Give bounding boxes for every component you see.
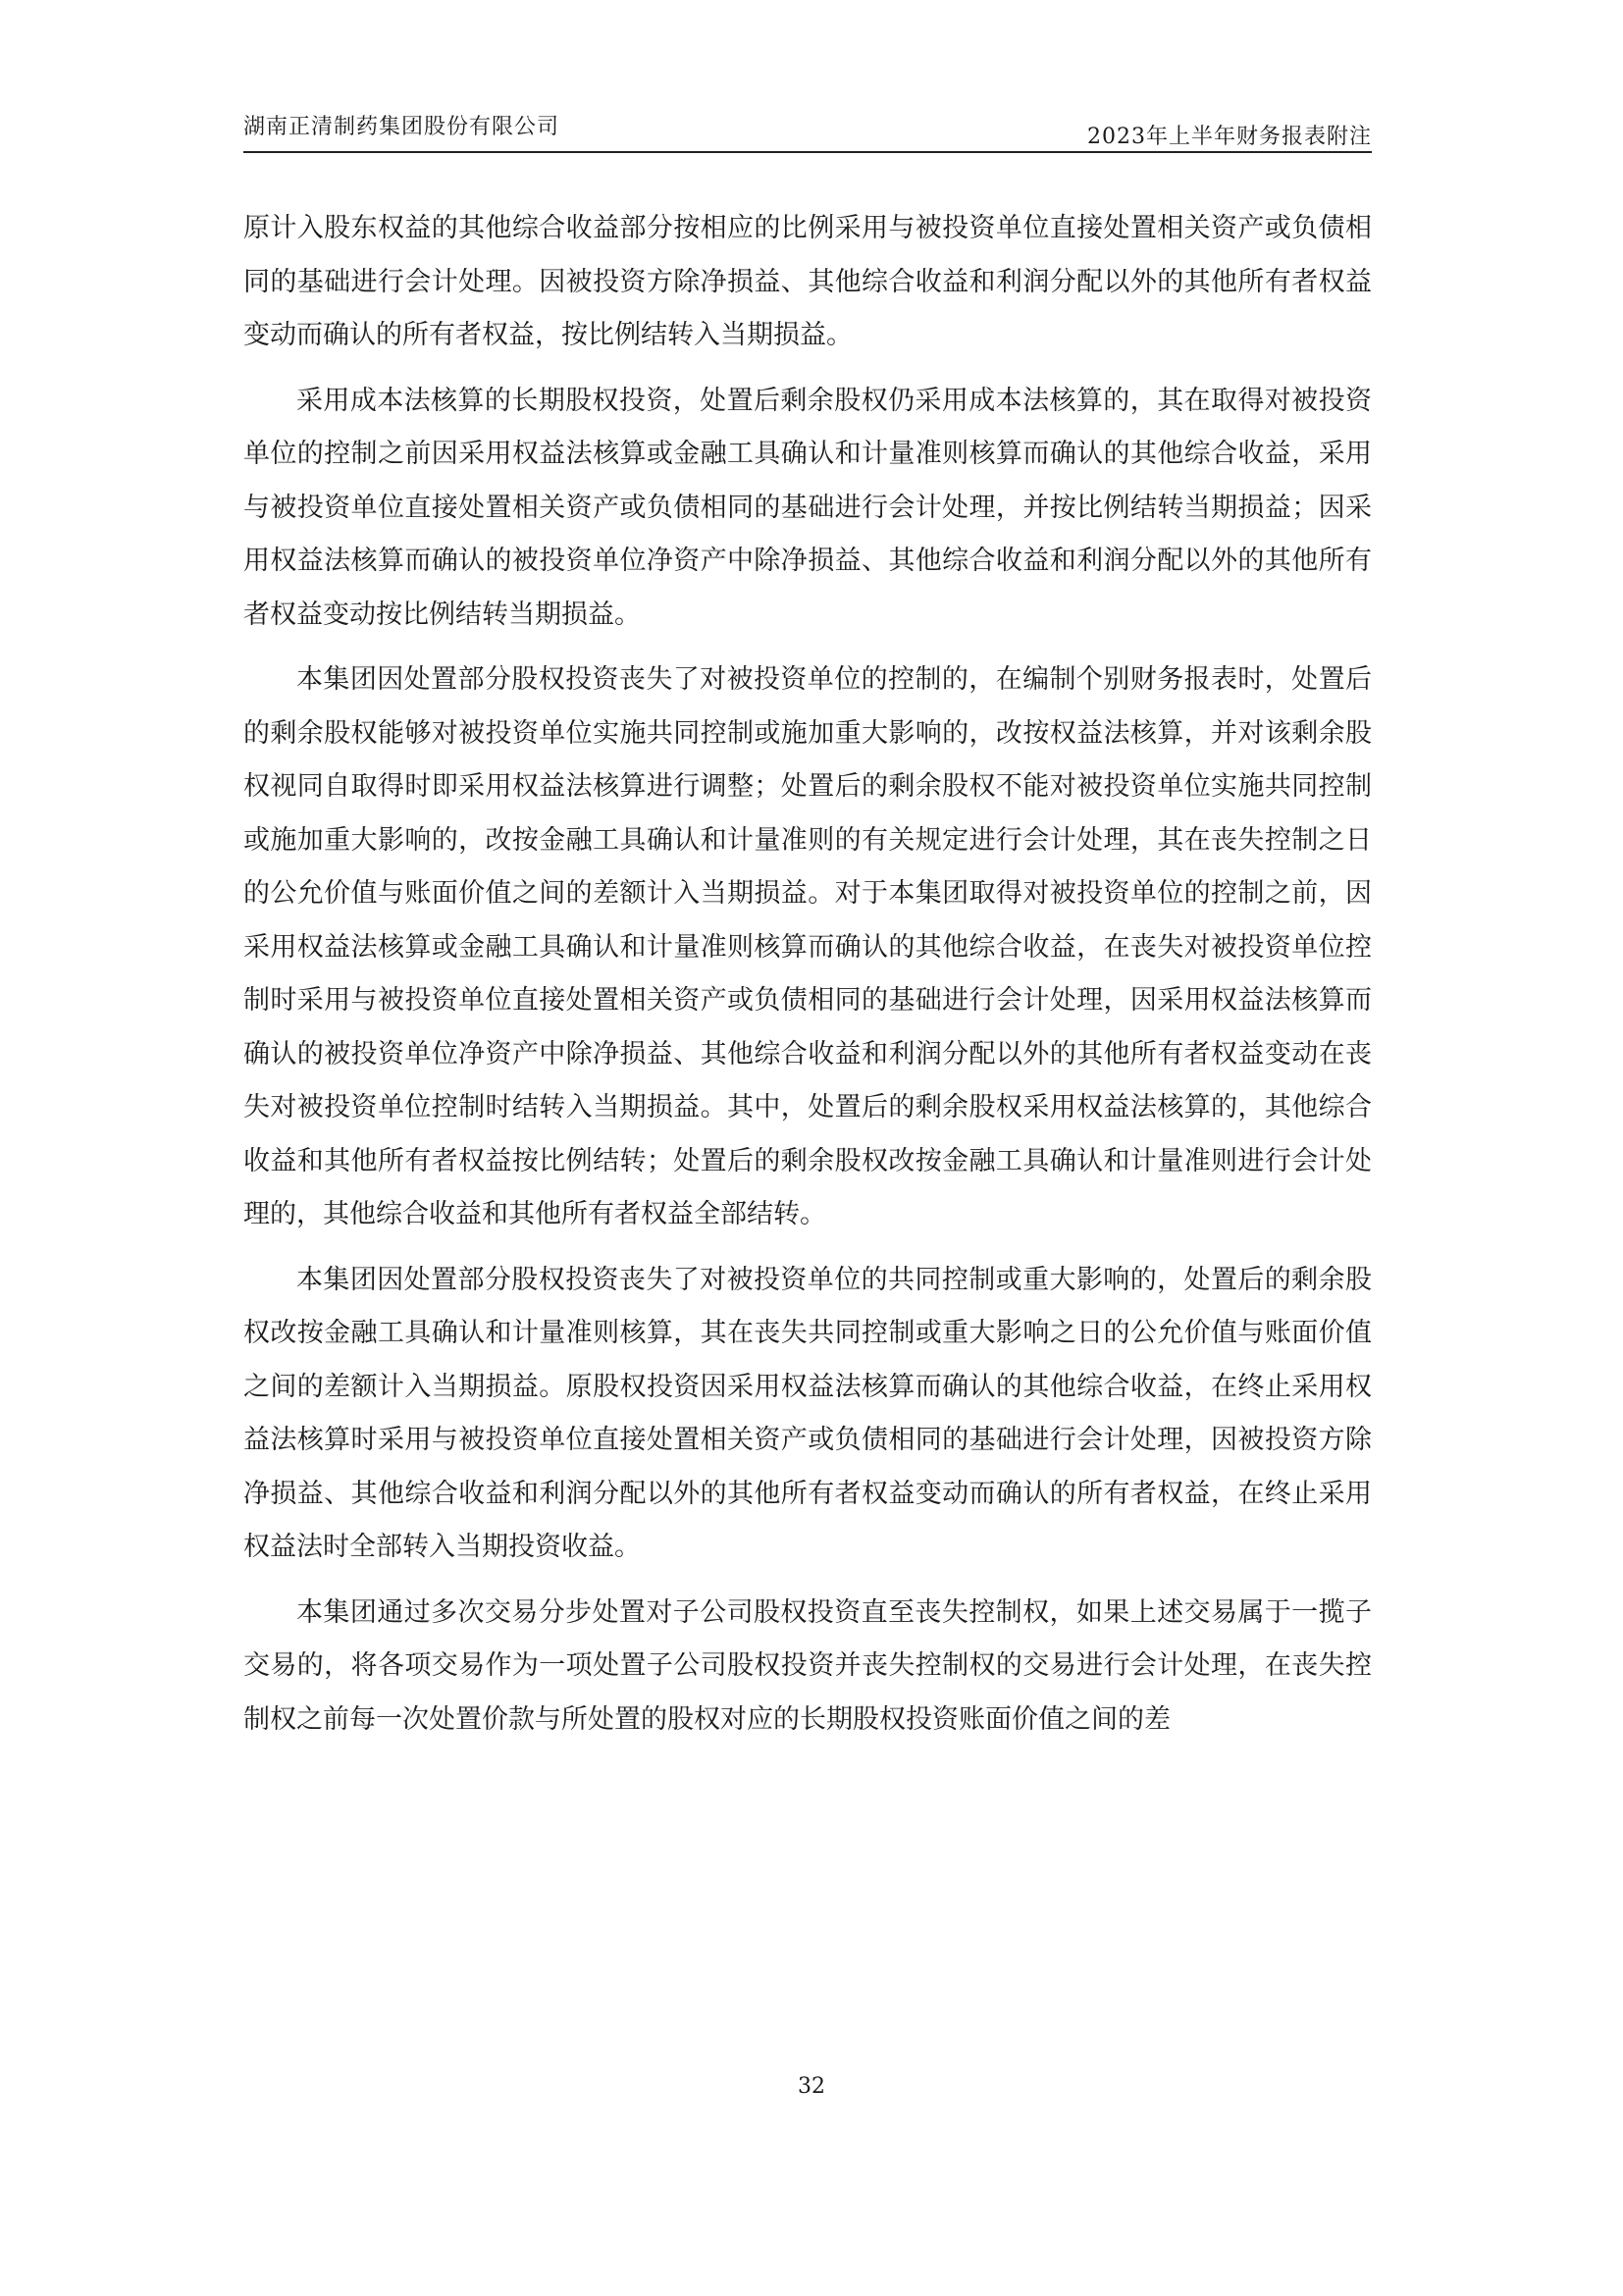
paragraph-4: 本集团因处置部分股权投资丧失了对被投资单位的共同控制或重大影响的，处置后的剩余股权改按金融工具确认和计量准则核算，其在丧失共同控制或重大影响之日的公允价值与账面价值之间的差额计入当期损益。原股权投资因采用权益法核算而确认的其他综合收益，在终止采用权益法核算时采用与被投资单位直接处置相关资产或负债相同的基础进行会计处理，因被投资方除净损益、其他综合收益和利润分配以外的其他所有者权益变动而确认的所有者权益，在终止采用权益法时全部转入当期投资收益。 [243,1264,1372,1562]
page-header [243,110,1372,151]
body-text [243,202,1372,1758]
header-divider [243,151,1372,153]
page-number: 32 [798,2074,825,2099]
paragraph-5: 本集团通过多次交易分步处置对子公司股权投资直至丧失控制权，如果上述交易属于一揽子交易的，将各项交易作为一项处置子公司股权投资并丧失控制权的交易进行会计处理，在丧失控制权之前每一次处置价款与所处置的股权对应的长期股权投资账面价值之间的差 [243,1596,1372,1735]
paragraph-2: 采用成本法核算的长期股权投资，处置后剩余股权仍采用成本法核算的，其在取得对被投资单位的控制之前因采用权益法核算或金融工具确认和计量准则核算而确认的其他综合收益，采用与被投资单位直接处置相关资产或负债相同的基础进行会计处理，并按比例结转当期损益；因采用权益法核算而确认的被投资单位净资产中除净损益、其他综合收益和利润分配以外的其他所有者权益变动按比例结转当期损益。 [243,385,1372,630]
paragraph-1: 原计入股东权益的其他综合收益部分按相应的比例采用与被投资单位直接处置相关资产或负债相同的基础进行会计处理。因被投资方除净损益、其他综合收益和利润分配以外的其他所有者权益变动而确认的所有者权益，按比例结转入当期损益。 [243,213,1372,350]
paragraph-3: 本集团因处置部分股权投资丧失了对被投资单位的控制的，在编制个别财务报表时，处置后的剩余股权能够对被投资单位实施共同控制或施加重大影响的，改按权益法核算，并对该剩余股权视同自取得时即采用权益法核算进行调整；处置后的剩余股权不能对被投资单位实施共同控制或施加重大影响的，改按金融工具确认和计量准则的有关规定进行会计处理，其在丧失控制之日的公允价值与账面价值之间的差额计入当期损益。对于本集团取得对被投资单位的控制之前，因采用权益法核算或金融工具确认和计量准则核算而确认的其他综合收益，在丧失对被投资单位控制时采用与被投资单位直接处置相关资产或负债相同的基础进行会计处理，因采用权益法核算而确认的被投资单位净资产中除净损益、其他综合收益和利润分配以外的其他所有者权益变动在丧失对被投资单位控制时结转入当期损益。其中，处置后的剩余股权采用权益法核算的，其他综合收益和其他所有者权益按比例结转；处置后的剩余股权改按金融工具确认和计量准则进行会计处理的，其他综合收益和其他所有者权益全部结转。 [243,664,1372,1229]
report-title: 2023年上半年财务报表附注 [1087,125,1372,149]
company-name: 湖南正清制药集团股份有限公司 [243,115,560,139]
